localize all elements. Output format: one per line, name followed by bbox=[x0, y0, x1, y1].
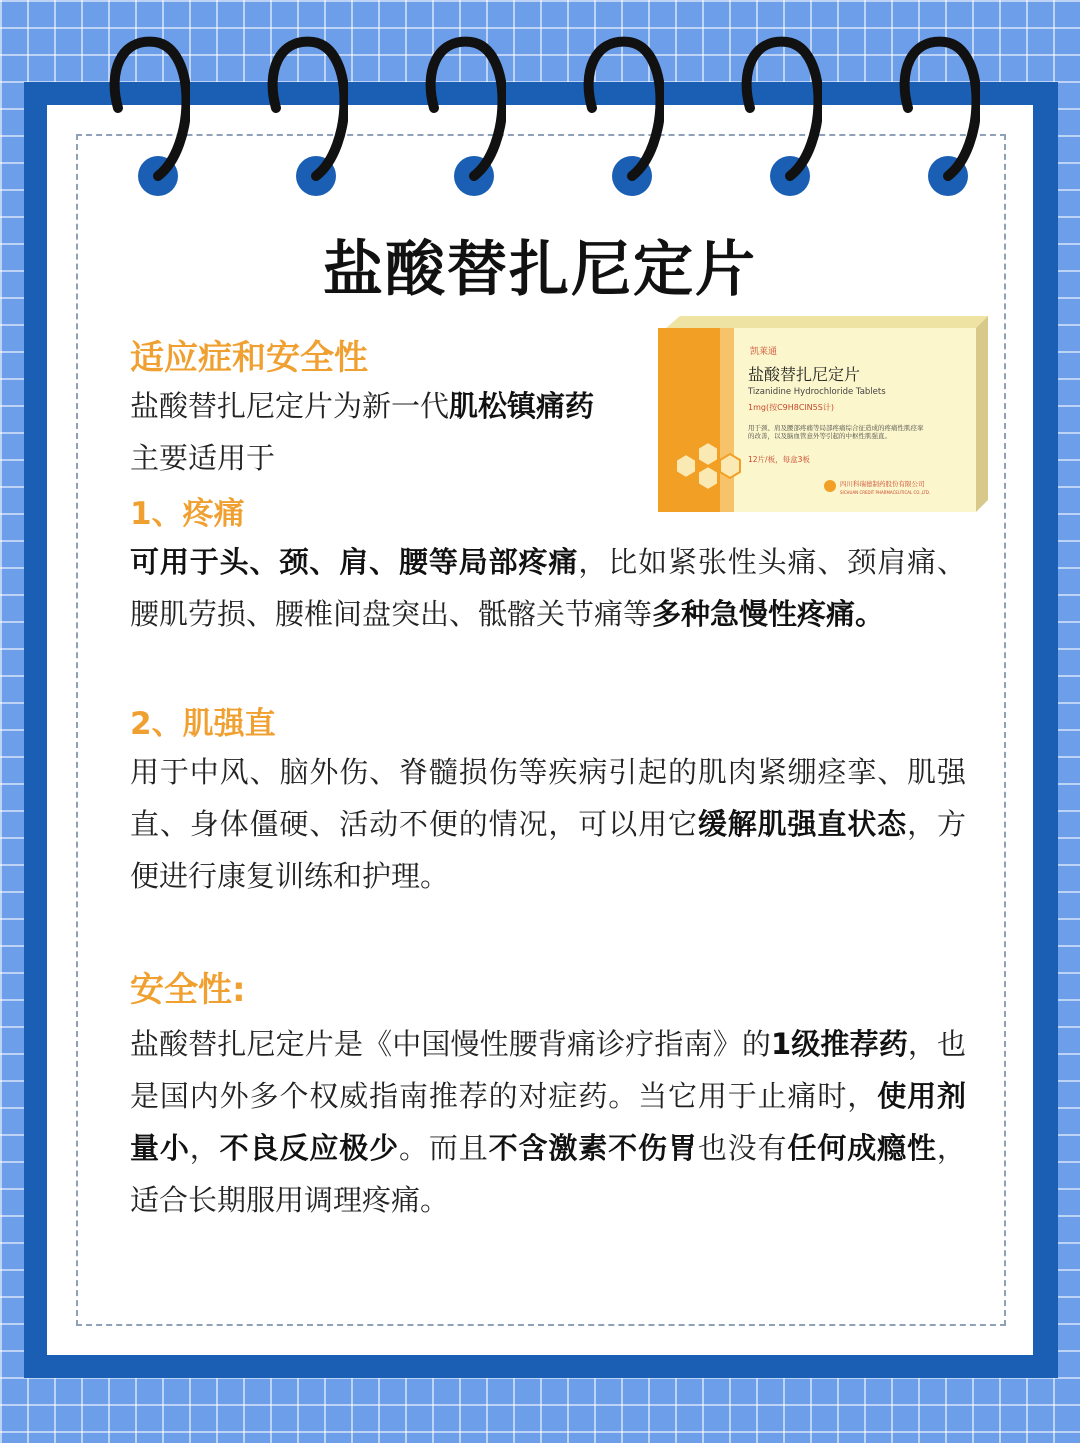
section-heading-safety: 安全性: bbox=[130, 970, 246, 1010]
package-brand: 凯莱通 bbox=[750, 347, 778, 357]
safety-paragraph: 盐酸替扎尼定片是《中国慢性腰背痛诊疗指南》的1级推荐药，也是国内外多个权威指南推荐的对症药。当它用于止痛时，使用剂量小，不良反应极少。而且不含激素不伤胃也没有任何成瘾性，适合长期服用调理疼痛。 bbox=[130, 1027, 966, 1217]
binder-ring-icon bbox=[890, 28, 980, 188]
binder-ring-icon bbox=[732, 28, 822, 188]
binder-ring-icon bbox=[574, 28, 664, 188]
page-title: 盐酸替扎尼定片 bbox=[323, 235, 757, 305]
company-logo-icon bbox=[824, 480, 836, 492]
binder-ring-icon bbox=[100, 28, 190, 188]
binder-ring-icon bbox=[416, 28, 506, 188]
rigidity-paragraph: 用于中风、脑外伤、脊髓损伤等疾病引起的肌肉紧绷痉挛、肌强直、身体僵硬、活动不便的情况，可以用它缓解肌强直状态，方便进行康复训练和护理。 bbox=[130, 755, 966, 893]
package-maker-en: SICHUAN CREDIT PHARMACEUTICAL CO.,LTD. bbox=[840, 490, 931, 495]
package-strength: 1mg(按C9H8ClN5S计) bbox=[748, 403, 834, 412]
item-heading-pain: 1、疼痛 bbox=[130, 496, 245, 532]
section-heading-indications: 适应症和安全性 bbox=[130, 338, 368, 378]
medicine-box-image bbox=[658, 314, 988, 512]
pain-paragraph: 可用于头、颈、肩、腰等局部疼痛，比如紧张性头痛、颈肩痛、腰肌劳损、腰椎间盘突出、骶髂关节痛等多种急慢性疼痛。 bbox=[130, 545, 966, 631]
item-heading-rigidity: 2、肌强直 bbox=[130, 706, 276, 742]
package-desc-2: 的改善，以及脑血管意外等引起的中枢性肌强直。 bbox=[748, 432, 891, 440]
package-desc-1: 用于颈、肩及腰部疼痛等局部疼痛综合征造成的疼痛性肌痉挛 bbox=[748, 424, 924, 432]
package-name-cn: 盐酸替扎尼定片 bbox=[748, 365, 861, 384]
binder-ring-icon bbox=[258, 28, 348, 188]
intro-line: 盐酸替扎尼定片为新一代肌松镇痛药 bbox=[130, 389, 595, 423]
package-name-en: Tizanidine Hydrochloride Tablets bbox=[748, 387, 886, 397]
package-count: 12片/板，每盒3板 bbox=[748, 455, 810, 464]
intro-line-2: 主要适用于 bbox=[130, 441, 276, 475]
package-maker-cn: 四川科瑞德制药股份有限公司 bbox=[840, 480, 925, 488]
